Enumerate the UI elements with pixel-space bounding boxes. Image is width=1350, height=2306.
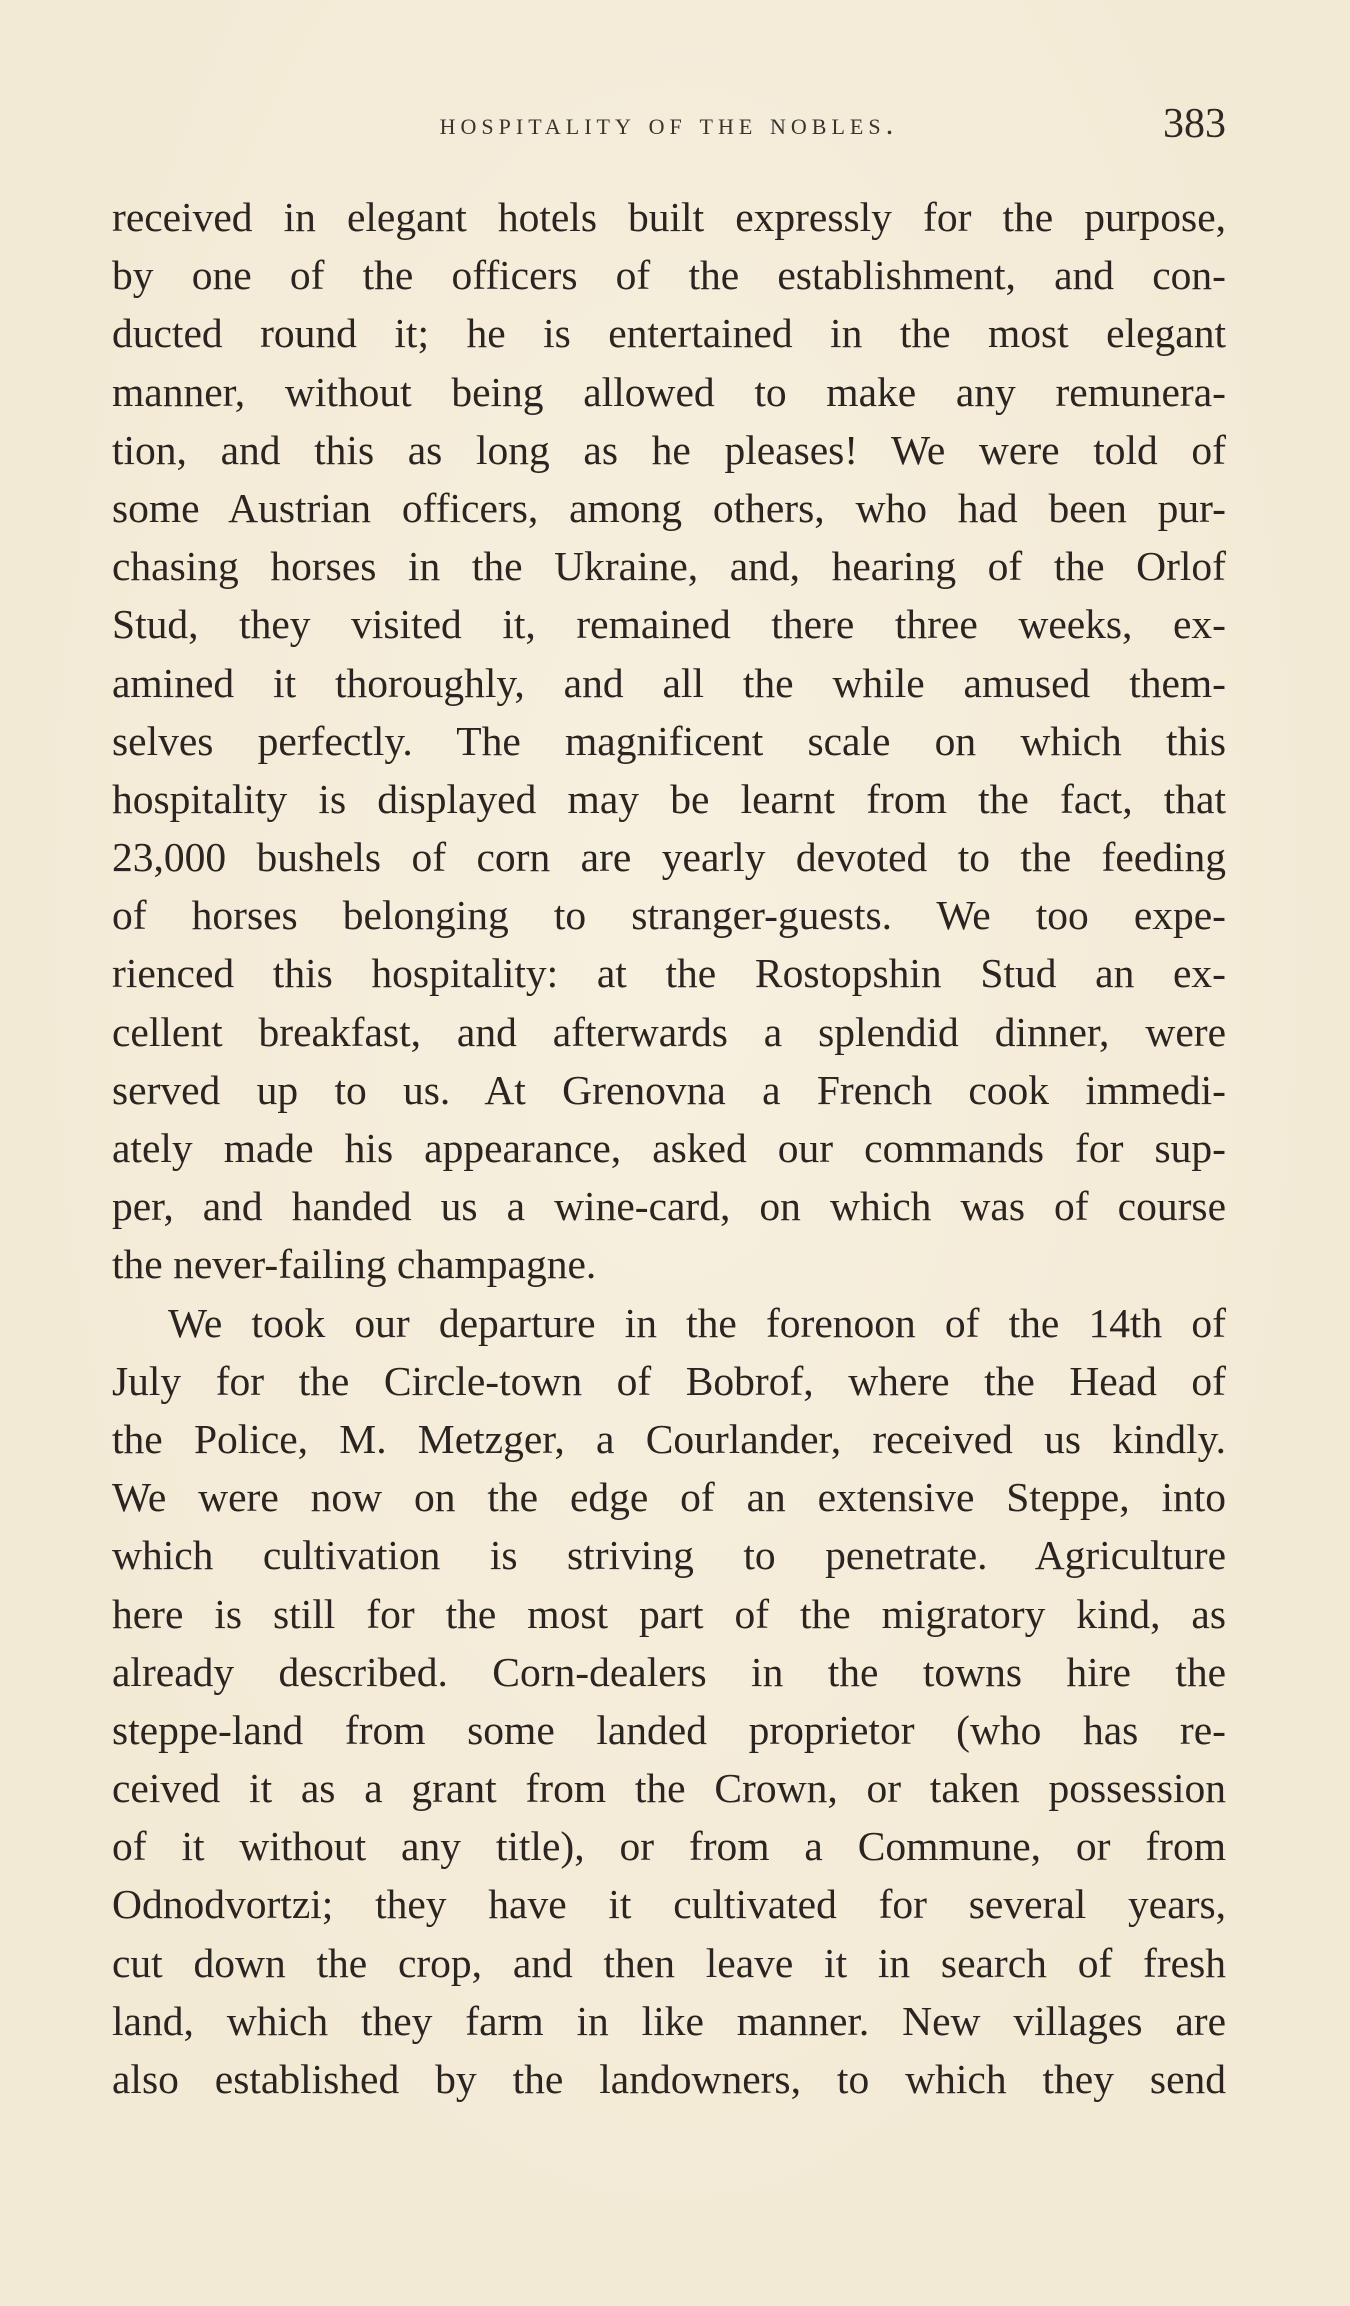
text-line: received in elegant hotels built expressly for the purpose, (112, 194, 1226, 240)
text-line: land, which they farm in like manner. New villages are (112, 1997, 1226, 2044)
text-line: per, and handed us a wine-card, on which was of course (112, 1183, 1226, 1230)
text-line: selves perfectly. The magnificent scale on which this (112, 717, 1226, 764)
paragraph-start-line: We took our departure in the forenoon of the 14th of (168, 1299, 1226, 1346)
text-line: cut down the crop, and then leave it in search of fresh (112, 1939, 1226, 1986)
text-line: ately made his appearance, asked our commands for sup- (112, 1125, 1226, 1171)
text-line: also established by the landowners, to which they send (112, 2056, 1226, 2102)
text-line: tion, and this as long as he pleases! We were told of (112, 426, 1226, 473)
text-line: ducted round it; he is entertained in the most elegant (112, 310, 1226, 357)
paragraph-end-line: the never-failing champagne. (112, 1241, 597, 1288)
text-line: cellent breakfast, and afterwards a splendid dinner, were (112, 1008, 1226, 1055)
body-text (112, 188, 1226, 2108)
text-line: here is still for the most part of the migratory kind, as (112, 1590, 1226, 1637)
text-line: by one of the officers of the establishment, and con- (112, 252, 1226, 299)
text-line: of horses belonging to stranger-guests. We too expe- (112, 892, 1226, 939)
text-line: rienced this hospitality: at the Rostopshin Stud an ex- (112, 950, 1226, 997)
text-line: served up to us. At Grenovna a French cook immedi- (112, 1066, 1226, 1113)
text-line: ceived it as a grant from the Crown, or taken possession (112, 1765, 1226, 1812)
text-line: steppe-land from some landed proprietor (who has re- (112, 1706, 1226, 1753)
text-line: amined it thoroughly, and all the while amused them- (112, 659, 1226, 706)
running-head (112, 100, 1226, 150)
text-line: already described. Corn-dealers in the towns hire the (112, 1648, 1226, 1695)
text-line: which cultivation is striving to penetrate. Agriculture (112, 1532, 1226, 1579)
text-line: of it without any title), or from a Commune, or from (112, 1823, 1226, 1870)
text-line: We were now on the edge of an extensive Steppe, into (112, 1474, 1226, 1521)
text-line: manner, without being allowed to make any remunera- (112, 368, 1226, 415)
running-title: hospitality of the nobles. (439, 106, 899, 141)
text-line: some Austrian officers, among others, who had been pur- (112, 484, 1226, 531)
text-line: Odnodvortzi; they have it cultivated for several years, (112, 1881, 1226, 1928)
page-number: 383 (1163, 101, 1226, 147)
text-line: Stud, they visited it, remained there three weeks, ex- (112, 601, 1226, 648)
text-line: the Police, M. Metzger, a Courlander, received us kindly. (112, 1415, 1226, 1462)
text-line: hospitality is displayed may be learnt from the fact, that (112, 775, 1226, 822)
text-line: chasing horses in the Ukraine, and, hearing of the Orlof (112, 543, 1226, 590)
text-line: 23,000 bushels of corn are yearly devoted to the feeding (112, 834, 1226, 881)
text-line: July for the Circle-town of Bobrof, where the Head of (112, 1357, 1226, 1404)
